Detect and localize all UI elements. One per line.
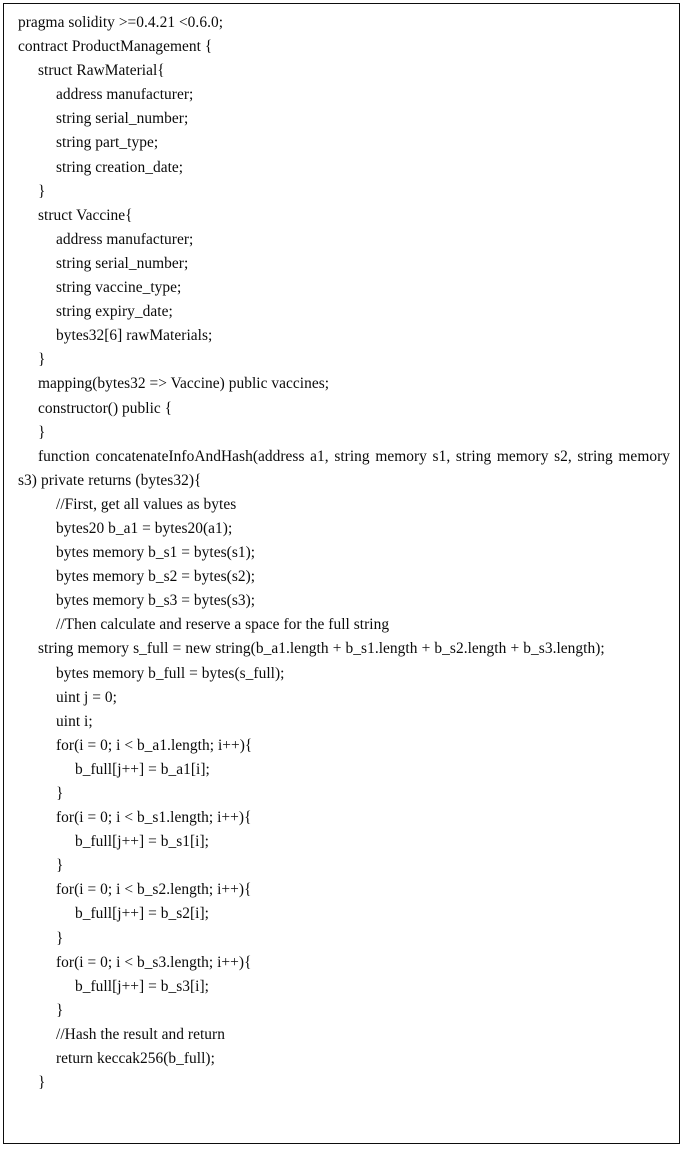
code-line: bytes memory b_s1 = bytes(s1); xyxy=(56,544,256,562)
code-line: string serial_number; xyxy=(56,254,189,272)
code-line: //Then calculate and reserve a space for the full string xyxy=(56,616,390,634)
code-line: b_full[j++] = b_s1[i]; xyxy=(75,833,210,851)
code-line: bytes memory b_s3 = bytes(s3); xyxy=(56,592,256,610)
code-line: } xyxy=(56,785,64,802)
code-line: //Hash the result and return xyxy=(56,1025,225,1043)
code-line: } xyxy=(38,423,46,441)
code-line: } xyxy=(56,929,64,947)
code-line: string expiry_date; xyxy=(56,303,173,321)
code-line: for(i = 0; i < b_s3.length; i++){ xyxy=(56,953,252,971)
code-line: for(i = 0; i < b_s1.length; i++){ xyxy=(56,809,252,827)
code-line: mapping(bytes32 => Vaccine) public vaccines; xyxy=(38,375,330,393)
code-line: address manufacturer; xyxy=(56,230,194,248)
code-line: bytes20 b_a1 = bytes20(a1); xyxy=(56,519,233,537)
code-line: } xyxy=(56,1001,64,1019)
code-listing-body xyxy=(4,11,679,1095)
code-line: b_full[j++] = b_s3[i]; xyxy=(75,977,210,995)
code-line: uint i; xyxy=(56,712,93,730)
code-line: return keccak256(b_full); xyxy=(56,1050,215,1068)
code-line: for(i = 0; i < b_a1.length; i++){ xyxy=(56,736,253,754)
code-listing-frame xyxy=(3,3,680,1144)
code-line: uint j = 0; xyxy=(56,688,117,706)
code-line: string serial_number; xyxy=(56,110,189,128)
code-line: address manufacturer; xyxy=(56,86,194,104)
code-line: string part_type; xyxy=(56,134,159,152)
code-line: //First, get all values as bytes xyxy=(56,495,237,513)
code-line: } xyxy=(38,182,46,200)
code-line: function concatenateInfoAndHash(address a1, string memory s1, string memory s2, string memory s3) private returns (bytes32){ xyxy=(18,447,670,489)
code-line: struct Vaccine{ xyxy=(38,206,133,224)
code-line: pragma solidity >=0.4.21 <0.6.0; xyxy=(18,14,224,31)
code-line: bytes memory b_full = bytes(s_full); xyxy=(56,664,285,682)
code-line: bytes memory b_s2 = bytes(s2); xyxy=(56,568,256,586)
code-line: for(i = 0; i < b_s2.length; i++){ xyxy=(56,881,252,899)
code-line: bytes32[6] rawMaterials; xyxy=(56,327,213,345)
code-line: } xyxy=(38,351,46,369)
code-line: string memory s_full = new string(b_a1.length + b_s1.length + b_s2.length + b_s3.length); xyxy=(38,640,605,658)
code-line: constructor() public { xyxy=(38,399,173,417)
code-line: string vaccine_type; xyxy=(56,279,182,297)
code-line: } xyxy=(38,1074,46,1092)
code-line: string creation_date; xyxy=(56,158,184,176)
code-line: } xyxy=(56,857,64,875)
code-line: contract ProductManagement { xyxy=(18,38,213,56)
code-line: b_full[j++] = b_s2[i]; xyxy=(75,905,210,923)
code-line: struct RawMaterial{ xyxy=(38,62,165,80)
code-line: b_full[j++] = b_a1[i]; xyxy=(75,760,210,778)
